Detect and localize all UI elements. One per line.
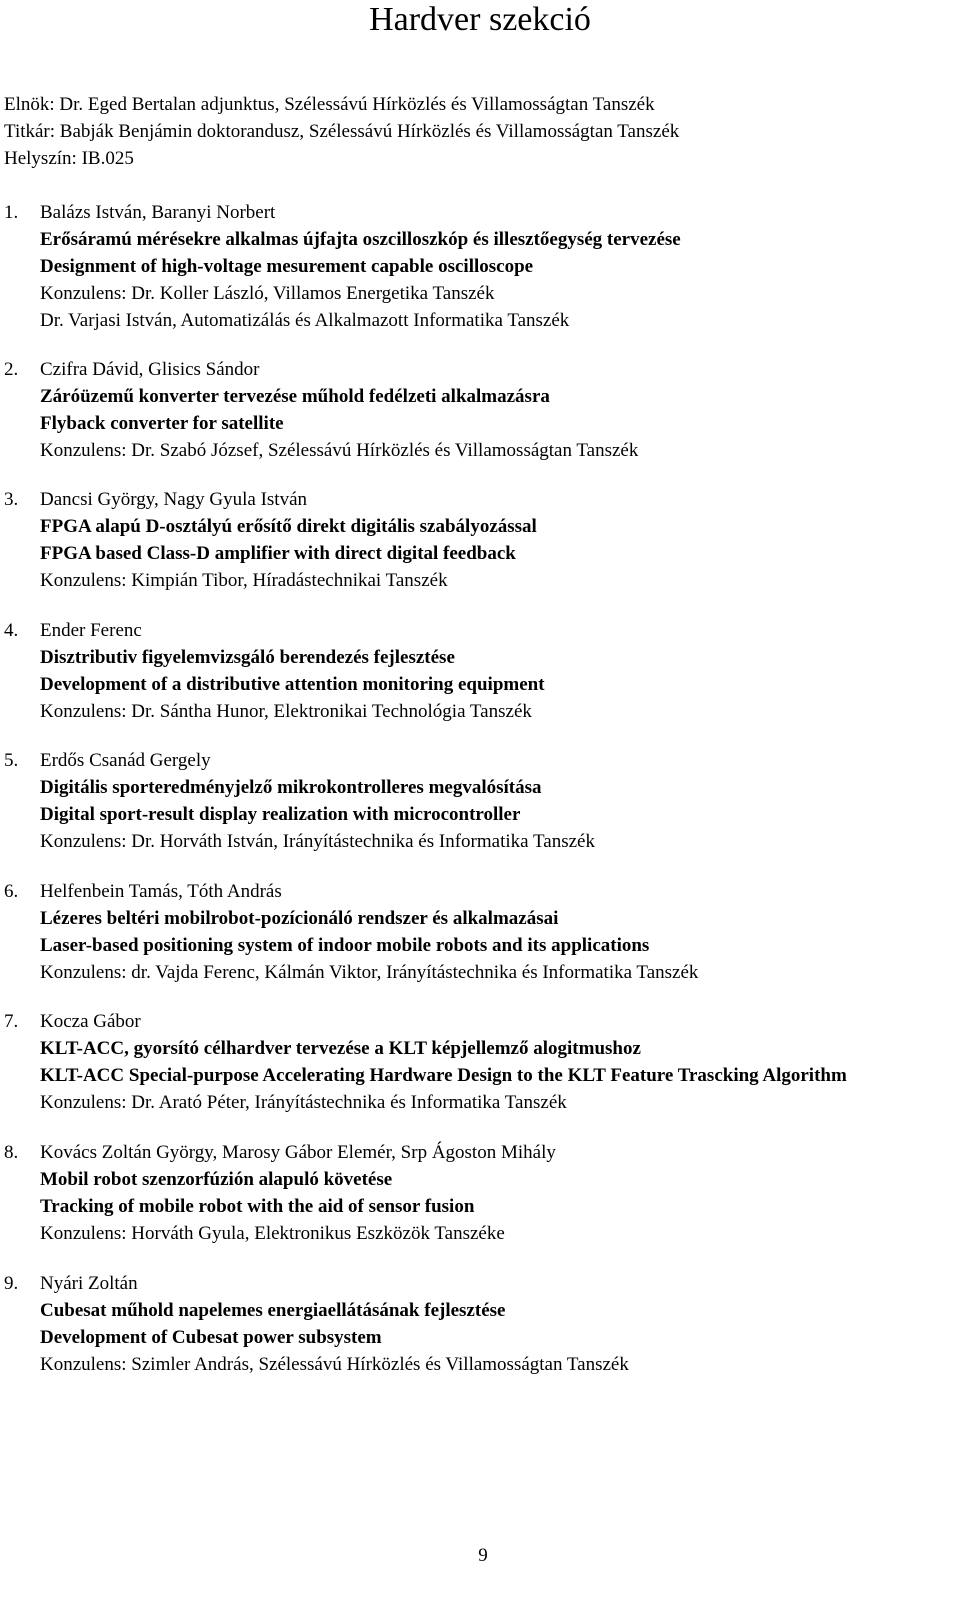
item-number: 5. bbox=[4, 750, 19, 771]
item-body bbox=[40, 199, 954, 334]
item-title-en: Flyback converter for satellite bbox=[40, 413, 284, 434]
item-title-en: FPGA based Class-D amplifier with direct digital feedback bbox=[40, 543, 516, 564]
item-authors: Kocza Gábor bbox=[40, 1011, 141, 1032]
item-advisor: Konzulens: Dr. Szabó József, Szélessávú Hírközlés és Villamosságtan Tanszék bbox=[40, 440, 639, 461]
item-authors: Ender Ferenc bbox=[40, 620, 142, 641]
item-advisor: Konzulens: Dr. Horváth István, Irányítástechnika és Informatika Tanszék bbox=[40, 831, 595, 852]
item-body bbox=[40, 356, 954, 464]
item-advisor: Konzulens: Dr. Arató Péter, Irányítástechnika és Informatika Tanszék bbox=[40, 1092, 567, 1113]
list-item bbox=[4, 1008, 954, 1116]
item-number: 4. bbox=[4, 620, 19, 641]
item-advisor: Konzulens: Horváth Gyula, Elektronikus Eszközök Tanszéke bbox=[40, 1223, 505, 1244]
item-title-en: Development of Cubesat power subsystem bbox=[40, 1327, 382, 1348]
item-title-hu: Erősáramú mérésekre alkalmas újfajta oszcilloszkóp és illesztőegység tervezése bbox=[40, 229, 681, 250]
item-title-hu: Mobil robot szenzorfúzión alapuló követése bbox=[40, 1169, 393, 1190]
list-item bbox=[4, 486, 954, 594]
item-number: 6. bbox=[4, 881, 19, 902]
item-advisor: Konzulens: Szimler András, Szélessávú Hírközlés és Villamosságtan Tanszék bbox=[40, 1354, 629, 1375]
item-title-en: Designment of high-voltage mesurement capable oscilloscope bbox=[40, 256, 534, 277]
secretary-line: Titkár: Babják Benjámin doktorandusz, Szélessávú Hírközlés és Villamosságtan Tanszék bbox=[4, 121, 680, 142]
item-title-en: Laser-based positioning system of indoor mobile robots and its applications bbox=[40, 935, 650, 956]
item-authors: Erdős Csanád Gergely bbox=[40, 750, 211, 771]
item-number: 3. bbox=[4, 489, 19, 510]
item-body bbox=[40, 878, 954, 986]
item-title-hu: Lézeres beltéri mobilrobot-pozícionáló rendszer és alkalmazásai bbox=[40, 908, 559, 929]
list-item bbox=[4, 747, 954, 855]
item-title-hu: Cubesat műhold napelemes energiaellátásának fejlesztése bbox=[40, 1300, 506, 1321]
list-item bbox=[4, 1139, 954, 1247]
item-title-en: Development of a distributive attention monitoring equipment bbox=[40, 674, 545, 695]
item-number: 2. bbox=[4, 359, 19, 380]
item-authors: Helfenbein Tamás, Tóth András bbox=[40, 881, 282, 902]
item-title-en: Digital sport-result display realization with microcontroller bbox=[40, 804, 521, 825]
item-body bbox=[40, 747, 954, 855]
list-item bbox=[4, 356, 954, 464]
item-number: 1. bbox=[4, 202, 19, 223]
item-authors: Czifra Dávid, Glisics Sándor bbox=[40, 359, 260, 380]
item-body bbox=[40, 1270, 954, 1378]
section-title: Hardver szekció bbox=[369, 1, 591, 38]
item-body bbox=[40, 486, 954, 594]
item-title-hu: KLT-ACC, gyorsító célhardver tervezése a KLT képjellemző alogitmushoz bbox=[40, 1038, 641, 1059]
item-number: 7. bbox=[4, 1011, 19, 1032]
item-title-en: Tracking of mobile robot with the aid of sensor fusion bbox=[40, 1196, 475, 1217]
item-advisor-secondary: Dr. Varjasi István, Automatizálás és Alkalmazott Informatika Tanszék bbox=[40, 310, 570, 331]
item-body bbox=[40, 1139, 954, 1247]
list-item bbox=[4, 878, 954, 986]
item-title-hu: Disztributiv figyelemvizsgáló berendezés fejlesztése bbox=[40, 647, 455, 668]
item-authors: Kovács Zoltán György, Marosy Gábor Elemér, Srp Ágoston Mihály bbox=[40, 1142, 556, 1163]
item-authors: Balázs István, Baranyi Norbert bbox=[40, 202, 276, 223]
item-authors: Dancsi György, Nagy Gyula István bbox=[40, 489, 308, 510]
page-number: 9 bbox=[478, 1545, 488, 1566]
item-body bbox=[40, 617, 954, 725]
item-advisor: Konzulens: dr. Vajda Ferenc, Kálmán Viktor, Irányítástechnika és Informatika Tanszék bbox=[40, 962, 699, 983]
item-body bbox=[40, 1008, 954, 1116]
chair-line: Elnök: Dr. Eged Bertalan adjunktus, Szélessávú Hírközlés és Villamosságtan Tanszék bbox=[4, 94, 655, 115]
list-item bbox=[4, 617, 954, 725]
item-advisor: Konzulens: Dr. Sántha Hunor, Elektronikai Technológia Tanszék bbox=[40, 701, 532, 722]
item-title-hu: Digitális sporteredményjelző mikrokontrolleres megvalósítása bbox=[40, 777, 542, 798]
section-meta bbox=[4, 91, 679, 172]
presentation-list bbox=[4, 199, 954, 1378]
item-authors: Nyári Zoltán bbox=[40, 1273, 138, 1294]
item-advisor: Konzulens: Dr. Koller László, Villamos Energetika Tanszék bbox=[40, 283, 495, 304]
item-advisor: Konzulens: Kimpián Tibor, Híradástechnikai Tanszék bbox=[40, 570, 448, 591]
list-item bbox=[4, 199, 954, 334]
item-number: 8. bbox=[4, 1142, 19, 1163]
location-line: Helyszín: IB.025 bbox=[4, 148, 134, 169]
list-item bbox=[4, 1270, 954, 1378]
item-title-en: KLT-ACC Special-purpose Accelerating Hardware Design to the KLT Feature Trascking Algorithm bbox=[40, 1065, 847, 1086]
item-title-hu: Záróüzemű konverter tervezése műhold fedélzeti alkalmazásra bbox=[40, 386, 550, 407]
item-title-hu: FPGA alapú D-osztályú erősítő direkt digitális szabályozással bbox=[40, 516, 537, 537]
item-number: 9. bbox=[4, 1273, 19, 1294]
